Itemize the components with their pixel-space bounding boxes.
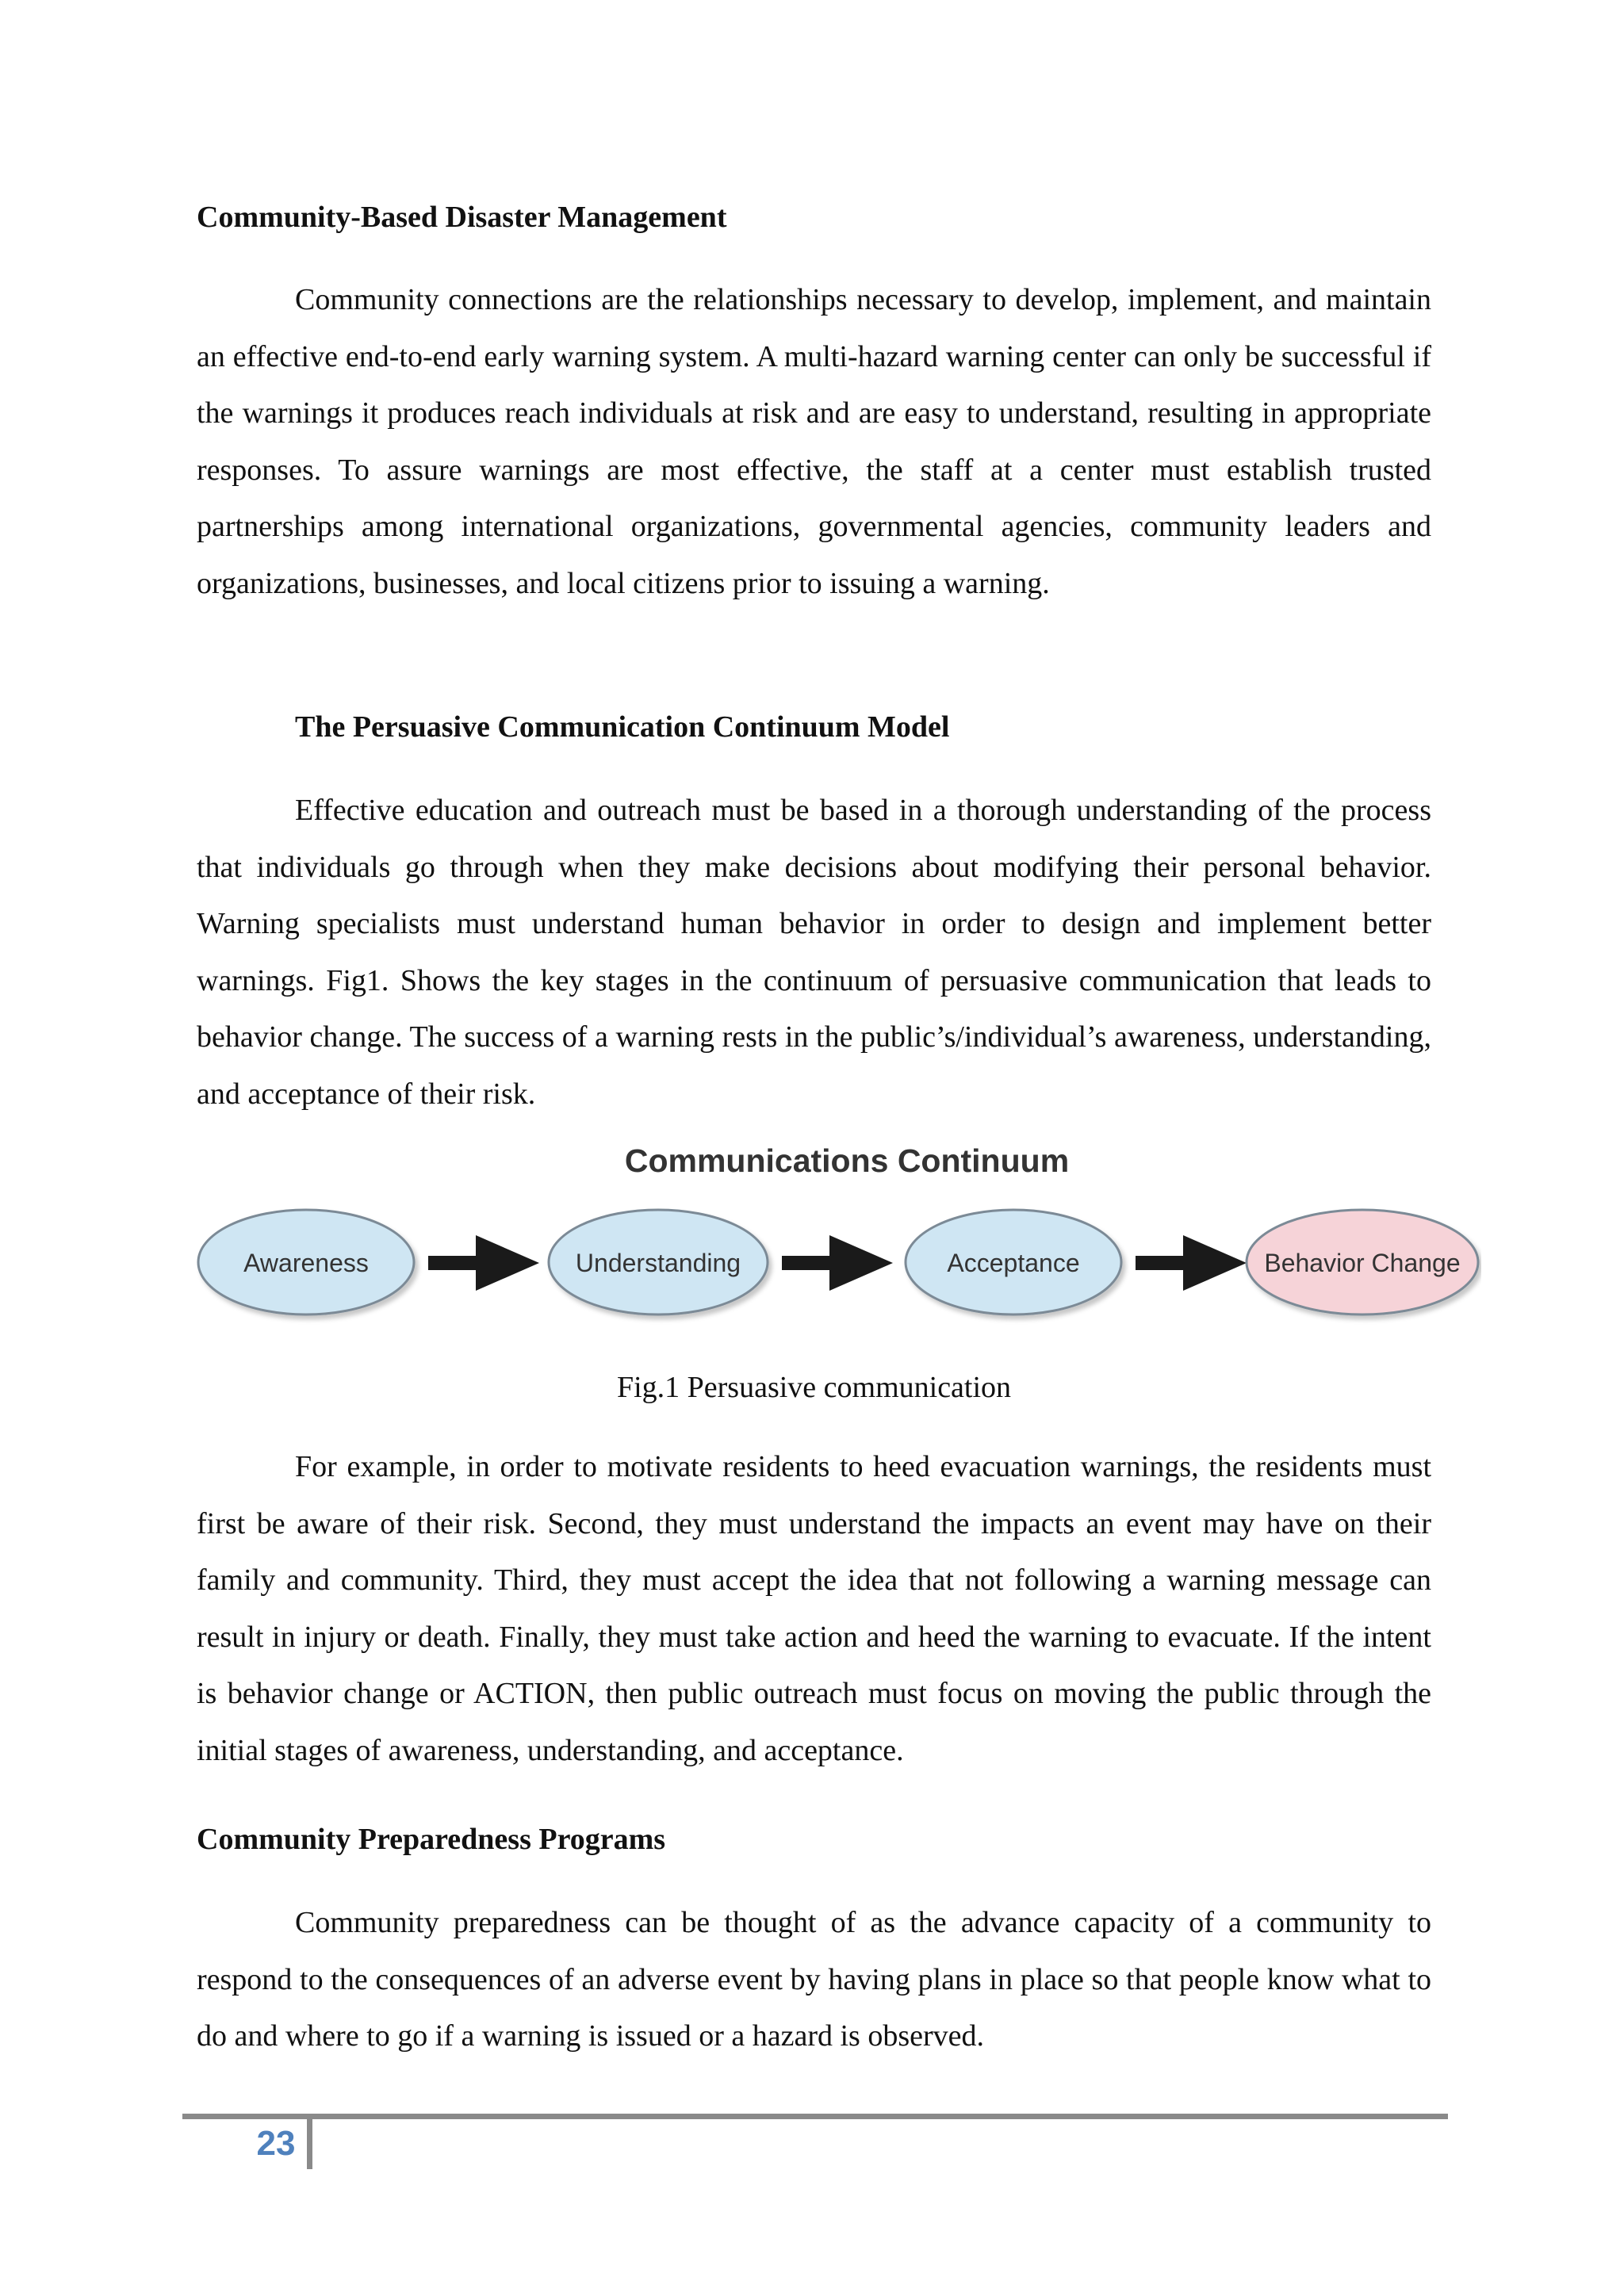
stage-label-awareness: Awareness — [243, 1249, 369, 1277]
stage-understanding — [549, 1210, 768, 1314]
stage-acceptance — [906, 1210, 1121, 1314]
footer-divider — [182, 2114, 1448, 2119]
arrow-icon — [782, 1235, 893, 1291]
stage-label-behavior-change: Behavior Change — [1264, 1249, 1461, 1277]
figure-caption: Fig.1 Persuasive communication — [616, 1371, 1012, 1404]
stage-label-understanding: Understanding — [575, 1249, 741, 1277]
arrow-icon — [428, 1235, 539, 1291]
continuum-diagram — [197, 1142, 1481, 1332]
stage-awareness — [198, 1210, 414, 1314]
communications-continuum-figure — [197, 1142, 1481, 1332]
figure-title: Communications Continuum — [624, 1142, 1070, 1179]
stage-behavior-change — [1247, 1210, 1478, 1314]
paragraph-community-connections: Community connections are the relationships necessary to develop, implement, and maintain an effective end-to-end early warning system. A multi-hazard warning center can only be successful if the warnings it produces reach individuals at risk and are easy to understand, resulting in appropriate responses. To assure warnings are most effective, the staff at a center must establish trusted partnerships among international organizations, governmental agencies, community leaders and organizations, businesses, and local citizens prior to issuing a warning. — [197, 283, 1431, 600]
heading-community-preparedness-programs: Community Preparedness Programs — [197, 1823, 666, 1856]
heading-persuasive-communication-model: The Persuasive Communication Continuum Model — [295, 710, 950, 744]
paragraph-example-evacuation: For example, in order to motivate residents to heed evacuation warnings, the residents must first be aware of their risk. Second, they must understand the impacts an event may have on their family and community. Third, they must accept the idea that not following a warning message can result in injury or death. Finally, they must take action and heed the warning to evacuate. If the intent is behavior change or ACTION, then public outreach must focus on moving the public through the initial stages of awareness, understanding, and acceptance. — [197, 1450, 1431, 1767]
arrow-icon — [1136, 1235, 1247, 1291]
heading-community-based-disaster-management: Community-Based Disaster Management — [197, 201, 727, 234]
page-number: 23 — [256, 2124, 296, 2163]
stage-label-acceptance: Acceptance — [947, 1249, 1080, 1277]
paragraph-effective-education: Effective education and outreach must be based in a thorough understanding of the process that individuals go through when they make decisions about modifying their personal behavior. Warning specialists must understand human behavior in order to design and implement better warnings. Fig1. Shows the key stages in the continuum of persuasive communication that leads to behavior change. The success of a warning rests in the public’s/individual’s awareness, understanding, and acceptance of their risk. — [197, 794, 1431, 1111]
paragraph-community-preparedness: Community preparedness can be thought of as the advance capacity of a community to respond to the consequences of an adverse event by having plans in place so that people know what to do and where to go if a warning is issued or a hazard is observed. — [197, 1906, 1431, 2053]
footer-vertical-bar — [307, 2114, 312, 2169]
